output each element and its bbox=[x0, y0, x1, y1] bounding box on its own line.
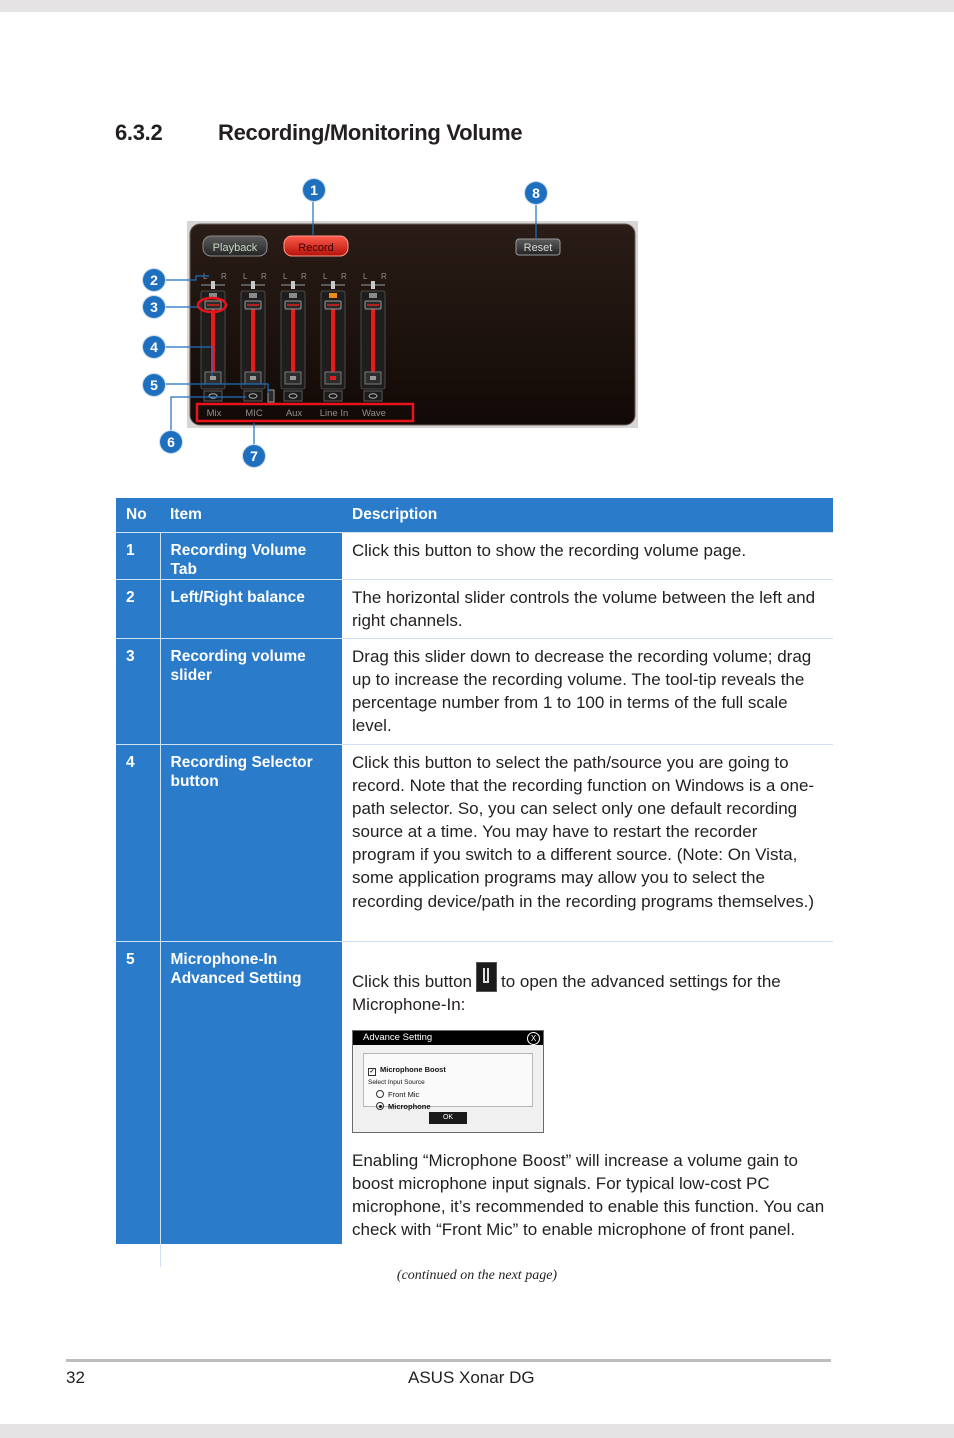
row5-note: Enabling “Microphone Boost” will increase a volume gain to boost microphone input signals. For typical low-cost PC microphone, it’s recommended to enable this function. You can check with “Front Mic” to enable microphone of front panel. bbox=[352, 1151, 825, 1240]
row-number: 2 bbox=[116, 580, 160, 639]
page-number: 32 bbox=[66, 1368, 85, 1387]
dialog-options-box bbox=[363, 1053, 533, 1112]
playback-tab-label: Playback bbox=[212, 242, 258, 254]
selector-indicator bbox=[330, 376, 336, 380]
row5-text-after: to open the advanced settings for the Microphone-In: bbox=[352, 972, 781, 1015]
radio-microphone-label: Microphone bbox=[388, 1102, 431, 1112]
channel-top-icon bbox=[369, 293, 377, 298]
checkbox-checked-icon[interactable]: ✓ bbox=[369, 1069, 375, 1076]
callout-4: 4 bbox=[143, 336, 165, 358]
header-description: Description bbox=[352, 506, 438, 523]
row-description bbox=[342, 942, 833, 1268]
channel-label-mic: MIC bbox=[245, 408, 263, 419]
callout-3: 3 bbox=[143, 296, 165, 318]
callout-2: 2 bbox=[143, 269, 165, 291]
balance-slider-knob[interactable] bbox=[211, 281, 215, 289]
volume-level-fill bbox=[331, 308, 335, 372]
header-item: Item bbox=[170, 506, 202, 523]
channel-label-line-in: Line In bbox=[319, 408, 349, 419]
reset-button-label: Reset bbox=[523, 242, 553, 254]
monitor-button[interactable] bbox=[364, 391, 382, 401]
radio-front-mic-label: Front Mic bbox=[388, 1090, 420, 1100]
advance-setting-dialog bbox=[352, 1030, 544, 1133]
monitor-button[interactable] bbox=[284, 391, 302, 401]
table-row bbox=[116, 580, 833, 639]
dialog-ok-button[interactable]: OK bbox=[429, 1112, 467, 1124]
channel-label-wave: Wave bbox=[362, 408, 386, 419]
balance-right-label: R bbox=[301, 272, 307, 281]
monitor-button[interactable] bbox=[324, 391, 342, 401]
balance-right-label: R bbox=[221, 272, 227, 281]
balance-right-label: R bbox=[261, 272, 267, 281]
table-row bbox=[116, 745, 833, 942]
balance-left-label: L bbox=[363, 272, 368, 281]
dialog-close-icon[interactable]: X bbox=[527, 1032, 540, 1045]
volume-level-fill bbox=[291, 308, 295, 372]
section-title: Recording/Monitoring Volume bbox=[218, 120, 523, 145]
row-item: Recording Volume Tab bbox=[160, 533, 342, 580]
balance-slider-knob[interactable] bbox=[371, 281, 375, 289]
dialog-titlebar bbox=[353, 1031, 543, 1045]
selector-indicator bbox=[370, 376, 376, 380]
table-row bbox=[116, 942, 833, 1268]
row5-intro bbox=[352, 962, 825, 1016]
record-tab-label: Record bbox=[298, 242, 334, 254]
balance-left-label: L bbox=[243, 272, 248, 281]
reset-button[interactable] bbox=[516, 239, 560, 255]
volume-level-fill bbox=[251, 308, 255, 372]
selector-indicator bbox=[250, 376, 256, 380]
row-item: Left/Right balance bbox=[160, 580, 342, 639]
channel-top-icon bbox=[249, 293, 257, 298]
continued-note: (continued on the next page) bbox=[396, 1268, 558, 1283]
table-row bbox=[116, 533, 833, 580]
balance-slider-knob[interactable] bbox=[331, 281, 335, 289]
balance-slider-knob[interactable] bbox=[291, 281, 295, 289]
balance-left-label: L bbox=[203, 272, 208, 281]
callout-6: 6 bbox=[160, 431, 182, 453]
callout-1: 1 bbox=[303, 179, 325, 201]
source-label: Select Input Source bbox=[368, 1079, 425, 1087]
table-row bbox=[116, 639, 833, 745]
row-item: Microphone-In Advanced Setting bbox=[160, 942, 342, 1268]
row-item: Recording Selector button bbox=[160, 745, 342, 942]
mic-advanced-setting-button[interactable] bbox=[268, 390, 274, 402]
monitor-button[interactable] bbox=[244, 391, 262, 401]
item-table bbox=[116, 498, 833, 1244]
selector-indicator bbox=[290, 376, 296, 380]
channel-label-mix: Mix bbox=[206, 408, 222, 419]
callout-8: 8 bbox=[525, 182, 547, 204]
balance-left-label: L bbox=[283, 272, 288, 281]
header-no: No bbox=[126, 506, 147, 523]
mic-settings-icon bbox=[476, 962, 497, 992]
row-number: 4 bbox=[116, 745, 160, 942]
row-number: 5 bbox=[116, 942, 160, 1268]
balance-right-label: R bbox=[341, 272, 347, 281]
product-name: ASUS Xonar DG bbox=[408, 1368, 535, 1387]
balance-slider-knob[interactable] bbox=[251, 281, 255, 289]
playback-tab[interactable] bbox=[203, 236, 267, 256]
section-number: 6.3.2 bbox=[115, 120, 163, 145]
balance-left-label: L bbox=[323, 272, 328, 281]
channel-label-aux: Aux bbox=[285, 408, 303, 419]
row-description: Click this button to show the recording volume page. bbox=[342, 533, 833, 580]
bottom-band bbox=[0, 1424, 954, 1438]
callout-5: 5 bbox=[143, 374, 165, 396]
row-number: 3 bbox=[116, 639, 160, 745]
row-description: Drag this slider down to decrease the recording volume; drag up to increase the recording volume. The tool-tip reveals the percentage number from 1 to 100 in terms of the full scale level. bbox=[342, 639, 833, 745]
channel-top-icon bbox=[289, 293, 297, 298]
radio-selected-icon[interactable] bbox=[376, 1102, 384, 1110]
row-number: 1 bbox=[116, 533, 160, 580]
recording-mixer-screenshot bbox=[0, 0, 954, 480]
boost-label: Microphone Boost bbox=[380, 1065, 446, 1075]
selector-indicator bbox=[210, 376, 216, 380]
record-tab[interactable] bbox=[284, 236, 348, 256]
row-item: Recording volume slider bbox=[160, 639, 342, 745]
callout-7: 7 bbox=[243, 445, 265, 467]
channel-top-icon bbox=[329, 293, 337, 298]
volume-level-fill bbox=[371, 308, 375, 372]
row5-text-before: Click this button bbox=[352, 972, 472, 991]
monitor-button[interactable] bbox=[204, 391, 222, 401]
dialog-title: Advance Setting bbox=[363, 1032, 433, 1044]
row-description: The horizontal slider controls the volume between the left and right channels. bbox=[342, 580, 833, 639]
footer-rule bbox=[66, 1359, 831, 1362]
radio-microphone[interactable] bbox=[376, 1095, 431, 1118]
balance-right-label: R bbox=[381, 272, 387, 281]
row-description: Click this button to select the path/source you are going to record. Note that the recording function on Windows is a one-path selector. So, you can select only one default recording source at a time. You may have to restart the recorder program if you switch to a different source. (Note: On Vista, some application programs may allow you to select the recording device/path in the recording programs themselves.) bbox=[342, 745, 833, 942]
